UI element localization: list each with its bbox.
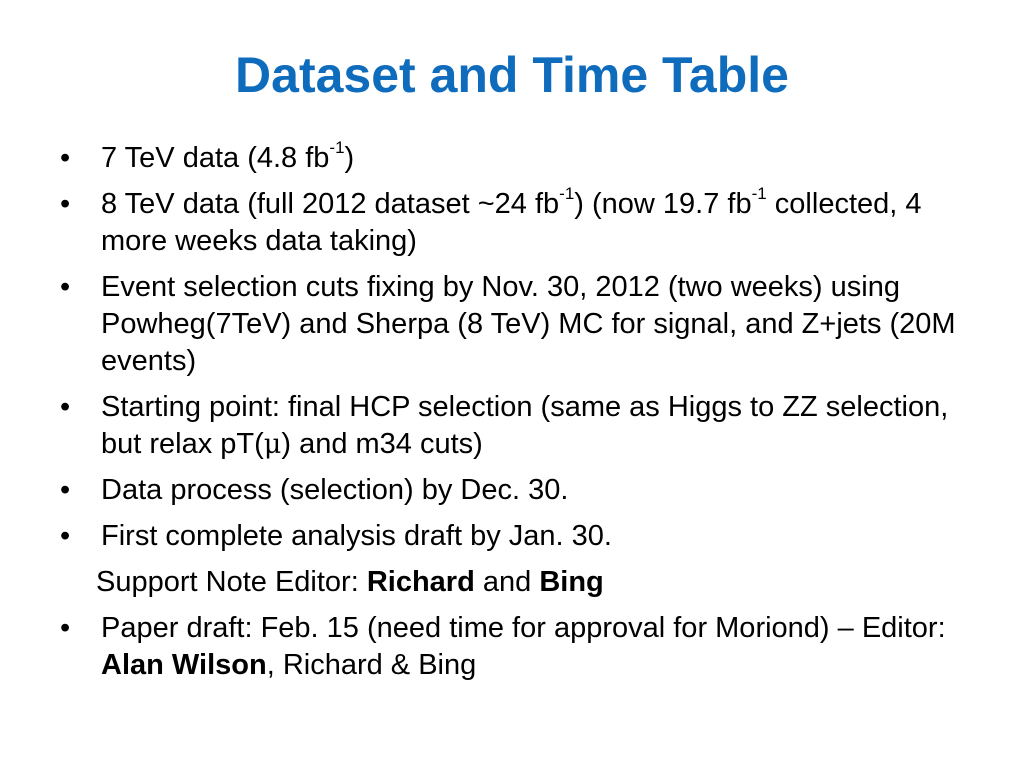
- item-text: Support Note Editor:: [96, 566, 367, 598]
- bullet-icon: •: [60, 142, 71, 174]
- superscript: -1: [559, 184, 575, 204]
- bullet-icon: •: [60, 520, 71, 552]
- item-text: First complete analysis draft by Jan. 30.: [101, 520, 612, 552]
- list-item-continuation: [58, 564, 968, 601]
- mu-symbol: μ: [263, 429, 282, 460]
- superscript: -1: [329, 138, 345, 158]
- list-item: [58, 140, 968, 177]
- bullet-list: [58, 140, 968, 693]
- list-item: [58, 518, 968, 555]
- bullet-icon: •: [60, 391, 71, 423]
- item-text: Event selection cuts fixing by Nov. 30, 2012 (two weeks) using Powheg(7TeV) and Sherpa (8 TeV) MC for signal, and Z+jets (20M events): [101, 271, 956, 377]
- editor-name: Richard: [366, 566, 475, 598]
- bullet-icon: •: [60, 474, 71, 506]
- item-text: Paper draft: Feb. 15 (need time for approval for Moriond) – Editor:: [101, 612, 946, 644]
- editor-name: Bing: [539, 566, 604, 598]
- list-item: [58, 186, 968, 260]
- slide-title: Dataset and Time Table: [235, 47, 789, 103]
- item-text: ): [344, 142, 355, 174]
- item-text: Data process (selection) by Dec. 30.: [101, 474, 569, 506]
- list-item: [58, 269, 968, 380]
- bullet-icon: •: [60, 188, 71, 220]
- item-text: 7 TeV data (4.8 fb: [101, 142, 330, 174]
- item-text: and: [474, 566, 540, 598]
- item-text: collected, 4 more weeks data taking): [101, 188, 922, 257]
- list-item: [58, 472, 968, 509]
- item-text: , Richard & Bing: [266, 649, 477, 681]
- item-text: ) and m34 cuts): [281, 428, 483, 460]
- list-item: [58, 610, 968, 684]
- item-text: Starting point: final HCP selection (same as Higgs to ZZ selection, but relax pT(: [101, 391, 949, 460]
- item-text: ) (now 19.7 fb: [574, 188, 752, 220]
- bullet-icon: •: [60, 612, 71, 644]
- item-text: 8 TeV data (full 2012 dataset ~24 fb: [101, 188, 560, 220]
- bullet-icon: •: [60, 271, 71, 303]
- editor-name: Alan Wilson: [101, 649, 267, 681]
- superscript: -1: [751, 184, 767, 204]
- list-item: [58, 389, 968, 463]
